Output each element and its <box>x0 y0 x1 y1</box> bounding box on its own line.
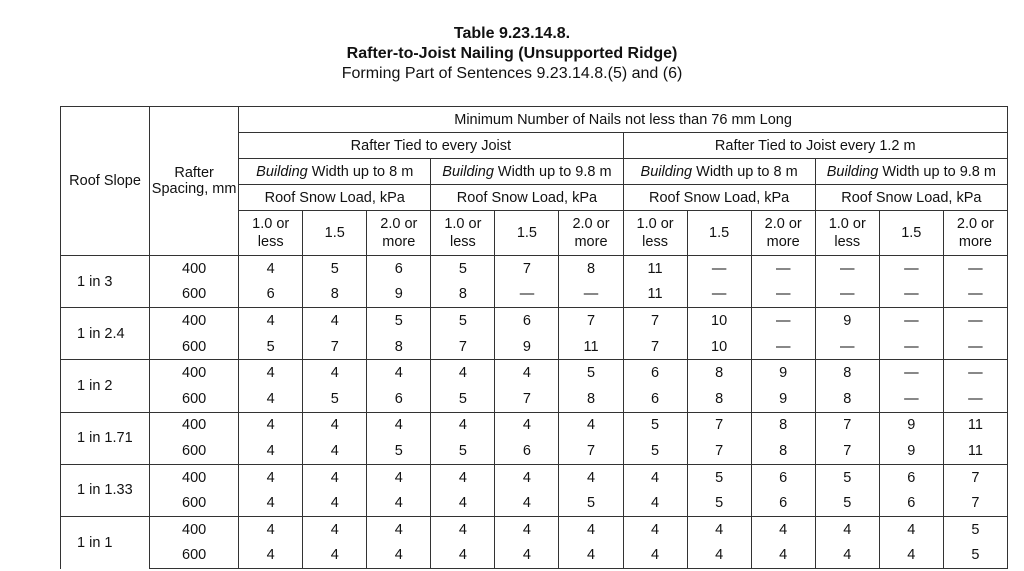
nail-count-cell: 9 <box>879 438 943 464</box>
nail-count-cell: 7 <box>815 438 879 464</box>
nail-count-cell: 4 <box>559 543 623 569</box>
nail-count-cell: 8 <box>559 256 623 282</box>
nail-count-cell: 4 <box>495 464 559 490</box>
width-label: Width up to 8 m <box>692 163 798 180</box>
table-row <box>61 543 1008 569</box>
nail-count-cell: 7 <box>943 490 1007 516</box>
nail-count-cell: 4 <box>623 543 687 569</box>
nail-count-cell: 5 <box>431 386 495 412</box>
nail-count-cell: 7 <box>431 334 495 360</box>
nail-count-cell: — <box>943 308 1007 334</box>
nail-count-cell: 6 <box>751 490 815 516</box>
nail-count-cell: 7 <box>687 438 751 464</box>
nail-count-cell: 4 <box>239 543 303 569</box>
min-nails-header: Minimum Number of Nails not less than 76 mm Long <box>239 107 1008 133</box>
nail-count-cell: 4 <box>623 516 687 542</box>
building-label: Building <box>640 163 693 180</box>
nail-count-cell: 4 <box>367 412 431 438</box>
nail-count-cell: — <box>751 334 815 360</box>
width-label: Width up to 9.8 m <box>878 163 996 180</box>
nail-count-cell: 4 <box>495 490 559 516</box>
nail-count-cell: 4 <box>815 543 879 569</box>
tie-group-header: Rafter Tied to Joist every 1.2 m <box>623 133 1007 159</box>
rafter-spacing-cell: 400 <box>150 256 239 282</box>
nail-count-cell: 4 <box>559 516 623 542</box>
nail-count-cell: 7 <box>943 464 1007 490</box>
snow-load-column-header: 1.0 or less <box>623 211 687 256</box>
nail-count-cell: 4 <box>431 543 495 569</box>
nail-count-cell: 7 <box>623 334 687 360</box>
nail-count-cell: 4 <box>303 543 367 569</box>
building-width-header <box>239 159 431 185</box>
nail-count-cell: 5 <box>559 490 623 516</box>
width-label: Width up to 9.8 m <box>493 163 612 180</box>
nail-count-cell: — <box>943 334 1007 360</box>
rafter-spacing-cell: 400 <box>150 464 239 490</box>
nail-count-cell: 8 <box>687 360 751 386</box>
nail-count-cell: 4 <box>367 516 431 542</box>
nail-count-cell: 9 <box>495 334 559 360</box>
rafter-spacing-cell: 600 <box>150 334 239 360</box>
nail-count-cell: — <box>751 282 815 308</box>
table-number: Table 9.23.14.8. <box>453 25 571 42</box>
table-row <box>61 282 1008 308</box>
nail-count-cell: 4 <box>495 516 559 542</box>
table-row <box>61 386 1008 412</box>
nail-count-cell: 5 <box>687 464 751 490</box>
nail-count-cell: 4 <box>815 516 879 542</box>
table-row <box>61 308 1008 334</box>
rafter-spacing-cell: 600 <box>150 438 239 464</box>
nail-count-cell: 7 <box>559 438 623 464</box>
table-row <box>61 334 1008 360</box>
nail-count-cell: 4 <box>431 490 495 516</box>
nail-count-cell: 10 <box>687 334 751 360</box>
nail-count-cell: 9 <box>367 282 431 308</box>
nail-count-cell: 7 <box>815 412 879 438</box>
nail-count-cell: 5 <box>431 308 495 334</box>
snow-load-column-header: 1.0 or less <box>239 211 303 256</box>
nail-count-cell: — <box>687 256 751 282</box>
table-caption <box>0 24 1024 84</box>
table-title: Rafter-to-Joist Nailing (Unsupported Ridge) <box>346 45 678 62</box>
snow-load-column-header: 1.0 or less <box>431 211 495 256</box>
nail-count-cell: 6 <box>367 386 431 412</box>
nail-count-cell: 11 <box>623 282 687 308</box>
nail-count-cell: — <box>943 256 1007 282</box>
nail-count-cell: 7 <box>687 412 751 438</box>
roof-slope-value: 1 in 1.71 <box>77 430 133 447</box>
nail-count-cell: 5 <box>303 386 367 412</box>
nail-count-cell: 9 <box>879 412 943 438</box>
snow-load-column-header: 2.0 or more <box>559 211 623 256</box>
building-width-header <box>431 159 623 185</box>
nail-count-cell: 7 <box>303 334 367 360</box>
nail-count-cell: 4 <box>751 543 815 569</box>
nail-count-cell: 4 <box>431 516 495 542</box>
nail-count-cell: 4 <box>239 516 303 542</box>
nail-count-cell: 4 <box>303 464 367 490</box>
nail-count-cell: 4 <box>239 412 303 438</box>
nail-count-cell: 5 <box>815 490 879 516</box>
nail-count-cell: 4 <box>687 516 751 542</box>
nail-count-cell: 5 <box>815 464 879 490</box>
nail-count-cell: 9 <box>751 360 815 386</box>
nail-count-cell: 6 <box>239 282 303 308</box>
nail-count-cell: 6 <box>367 256 431 282</box>
nail-count-cell: 8 <box>303 282 367 308</box>
nail-count-cell: — <box>495 282 559 308</box>
nail-count-cell: 4 <box>879 543 943 569</box>
nail-count-cell: 11 <box>623 256 687 282</box>
building-width-header <box>815 159 1007 185</box>
nail-count-cell: 4 <box>303 438 367 464</box>
nail-count-cell: 6 <box>623 360 687 386</box>
nail-count-cell: 5 <box>431 438 495 464</box>
nail-count-cell: 8 <box>559 386 623 412</box>
nail-count-cell: 6 <box>495 308 559 334</box>
nail-count-cell: 5 <box>431 256 495 282</box>
nail-count-cell: 6 <box>495 438 559 464</box>
table-row <box>61 438 1008 464</box>
nail-count-cell: 7 <box>495 386 559 412</box>
nail-count-cell: — <box>879 308 943 334</box>
nail-count-cell: 4 <box>303 360 367 386</box>
nail-count-cell: — <box>943 386 1007 412</box>
nail-count-cell: 10 <box>687 308 751 334</box>
table-row <box>61 412 1008 438</box>
nail-count-cell: — <box>751 256 815 282</box>
building-label: Building <box>442 163 494 180</box>
rafter-spacing-cell: 600 <box>150 282 239 308</box>
table-row <box>61 360 1008 386</box>
roof-slope-cell <box>61 464 150 516</box>
nail-count-cell: 4 <box>303 490 367 516</box>
nail-count-cell: — <box>815 334 879 360</box>
nail-count-cell: 6 <box>623 386 687 412</box>
nail-count-cell: 8 <box>815 386 879 412</box>
snow-load-header: Roof Snow Load, kPa <box>623 185 815 211</box>
building-label: Building <box>256 163 308 180</box>
nail-count-cell: — <box>943 282 1007 308</box>
nail-count-cell: 5 <box>943 543 1007 569</box>
roof-slope-cell <box>61 256 150 308</box>
rafter-spacing-cell: 400 <box>150 308 239 334</box>
nail-count-cell: 4 <box>879 516 943 542</box>
nail-count-cell: 6 <box>879 464 943 490</box>
roof-slope-value: 1 in 1 <box>77 534 113 551</box>
nail-count-cell: 4 <box>495 360 559 386</box>
snow-load-column-header: 1.0 or less <box>815 211 879 256</box>
nail-count-cell: 4 <box>367 464 431 490</box>
nail-count-cell: 11 <box>943 412 1007 438</box>
snow-load-header: Roof Snow Load, kPa <box>239 185 431 211</box>
nail-count-cell: 6 <box>751 464 815 490</box>
nail-count-cell: 4 <box>559 412 623 438</box>
nail-count-cell: 4 <box>303 412 367 438</box>
nail-count-cell: 5 <box>367 438 431 464</box>
nail-count-cell: 5 <box>623 412 687 438</box>
nail-count-cell: 5 <box>687 490 751 516</box>
nail-count-cell: 4 <box>367 543 431 569</box>
roof-slope-value: 1 in 3 <box>77 273 113 290</box>
nail-count-cell: 4 <box>751 516 815 542</box>
snow-load-column-header: 2.0 or more <box>367 211 431 256</box>
nail-count-cell: 4 <box>239 256 303 282</box>
nail-count-cell: 7 <box>559 308 623 334</box>
snow-load-column-header: 1.5 <box>879 211 943 256</box>
nail-count-cell: 4 <box>431 464 495 490</box>
snow-load-column-header: 1.5 <box>495 211 559 256</box>
nail-count-cell: — <box>815 282 879 308</box>
nail-count-cell: — <box>815 256 879 282</box>
roof-slope-value: 1 in 2.4 <box>77 325 125 342</box>
rafter-spacing-header: Rafter Spacing, mm <box>150 107 239 256</box>
nail-count-cell: 6 <box>879 490 943 516</box>
nail-count-cell: 8 <box>367 334 431 360</box>
nail-count-cell: 4 <box>367 490 431 516</box>
nail-count-cell: 4 <box>623 464 687 490</box>
snow-load-header: Roof Snow Load, kPa <box>815 185 1007 211</box>
tie-group-header: Rafter Tied to every Joist <box>239 133 623 159</box>
nail-count-cell: 8 <box>751 412 815 438</box>
width-label: Width up to 8 m <box>307 163 414 180</box>
rafter-spacing-cell: 600 <box>150 490 239 516</box>
nail-count-cell: 4 <box>495 543 559 569</box>
nail-count-cell: 4 <box>303 308 367 334</box>
nail-count-cell: 11 <box>559 334 623 360</box>
roof-slope-cell <box>61 308 150 360</box>
nail-count-cell: — <box>879 386 943 412</box>
table-row <box>61 464 1008 490</box>
nail-count-cell: 5 <box>943 516 1007 542</box>
rafter-spacing-cell: 400 <box>150 360 239 386</box>
table-row <box>61 490 1008 516</box>
nail-count-cell: 4 <box>239 386 303 412</box>
nail-count-cell: 5 <box>367 308 431 334</box>
nail-count-cell: 4 <box>431 412 495 438</box>
nail-count-cell: 4 <box>431 360 495 386</box>
nail-count-cell: 8 <box>431 282 495 308</box>
nail-count-cell: 5 <box>303 256 367 282</box>
building-width-header <box>623 159 815 185</box>
nail-count-cell: 8 <box>815 360 879 386</box>
nail-count-cell: — <box>879 256 943 282</box>
roof-slope-cell <box>61 412 150 464</box>
nail-count-cell: — <box>879 334 943 360</box>
nail-count-cell: — <box>943 360 1007 386</box>
snow-load-header: Roof Snow Load, kPa <box>431 185 623 211</box>
nail-count-cell: 4 <box>239 490 303 516</box>
nail-count-cell: 9 <box>751 386 815 412</box>
nail-count-cell: 7 <box>623 308 687 334</box>
roof-slope-value: 1 in 2 <box>77 377 113 394</box>
nail-count-cell: 4 <box>495 412 559 438</box>
roof-slope-value: 1 in 1.33 <box>77 482 133 499</box>
nail-count-cell: 4 <box>559 464 623 490</box>
snow-load-column-header: 1.5 <box>687 211 751 256</box>
nail-count-cell: 5 <box>559 360 623 386</box>
snow-load-column-header: 2.0 or more <box>943 211 1007 256</box>
nail-count-cell: 4 <box>367 360 431 386</box>
rafter-spacing-cell: 600 <box>150 386 239 412</box>
building-label: Building <box>826 163 879 180</box>
nailing-table <box>60 106 1008 569</box>
nail-count-cell: 4 <box>239 438 303 464</box>
table-row <box>61 256 1008 282</box>
table-row <box>61 516 1008 542</box>
rafter-spacing-cell: 600 <box>150 543 239 569</box>
rafter-spacing-cell: 400 <box>150 516 239 542</box>
roof-slope-cell <box>61 516 150 568</box>
rafter-spacing-cell: 400 <box>150 412 239 438</box>
snow-load-column-header: 2.0 or more <box>751 211 815 256</box>
roof-slope-cell <box>61 360 150 412</box>
snow-load-column-header: 1.5 <box>303 211 367 256</box>
nail-count-cell: — <box>559 282 623 308</box>
nail-count-cell: 8 <box>751 438 815 464</box>
nail-count-cell: 4 <box>623 490 687 516</box>
nail-count-cell: 9 <box>815 308 879 334</box>
nail-count-cell: — <box>751 308 815 334</box>
nail-count-cell: 4 <box>303 516 367 542</box>
nail-count-cell: 7 <box>495 256 559 282</box>
nail-count-cell: 4 <box>239 464 303 490</box>
nail-count-cell: — <box>687 282 751 308</box>
nail-count-cell: — <box>879 360 943 386</box>
nail-count-cell: — <box>879 282 943 308</box>
nail-count-cell: 4 <box>239 360 303 386</box>
nail-count-cell: 5 <box>239 334 303 360</box>
roof-slope-header: Roof Slope <box>61 107 150 256</box>
nail-count-cell: 11 <box>943 438 1007 464</box>
nail-count-cell: 4 <box>687 543 751 569</box>
table-subtitle: Forming Part of Sentences 9.23.14.8.(5) and (6) <box>341 65 683 82</box>
nail-count-cell: 5 <box>623 438 687 464</box>
nail-count-cell: 8 <box>687 386 751 412</box>
nail-count-cell: 4 <box>239 308 303 334</box>
